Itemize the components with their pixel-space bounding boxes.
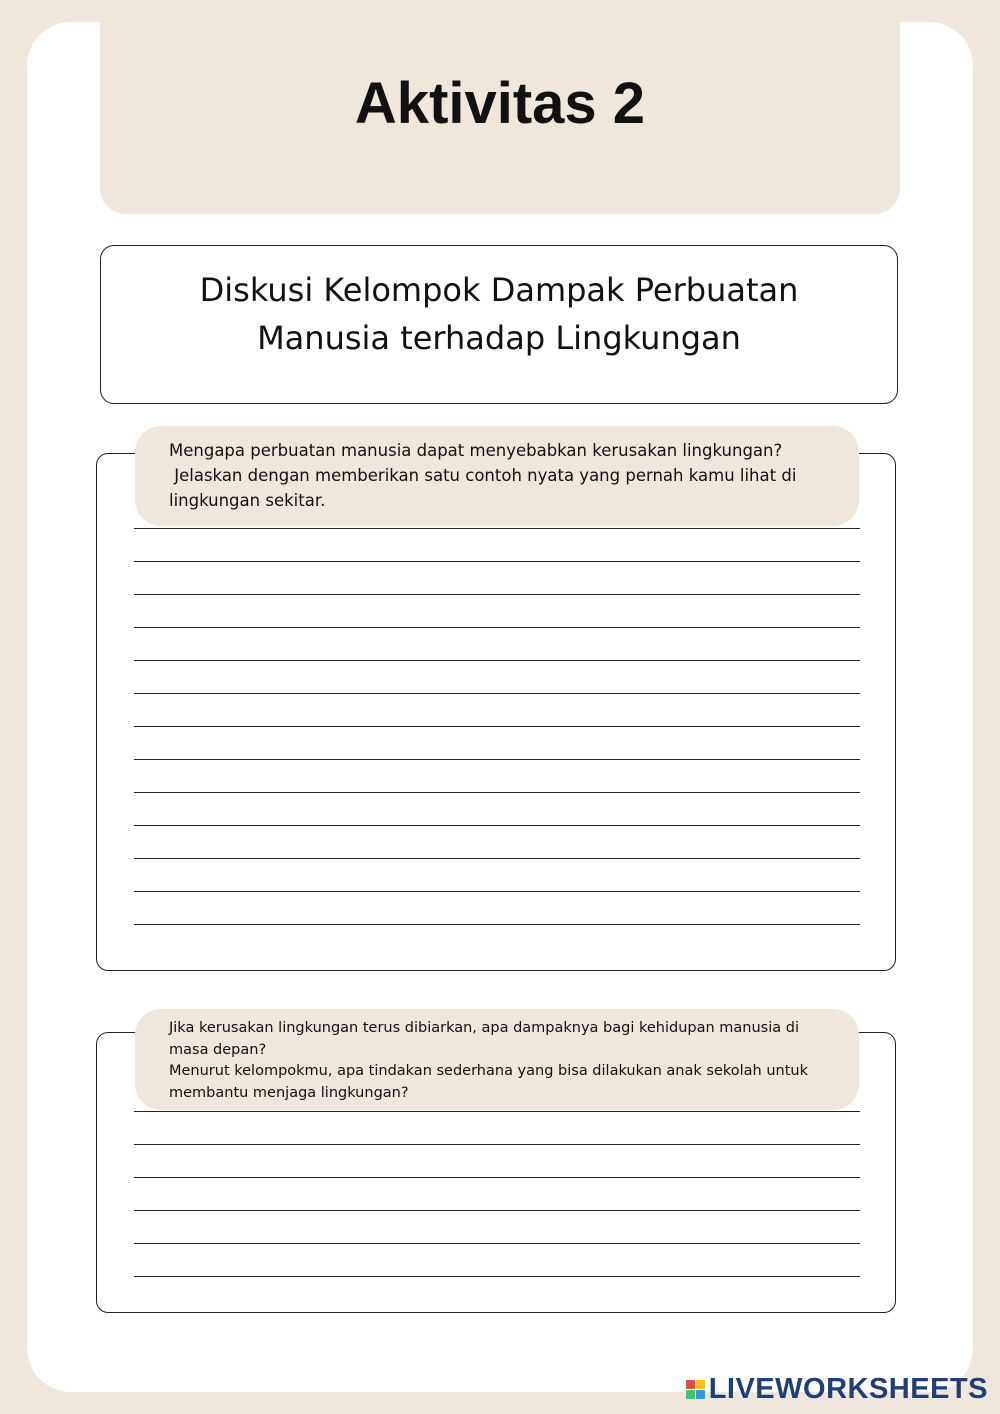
question-1-line-2: Jelaskan dengan memberikan satu contoh nyata yang pernah kamu lihat di [169,466,797,485]
answer-line[interactable] [134,1177,860,1178]
logo-square [686,1390,695,1399]
question-1-line-3: lingkungan sekitar. [169,491,326,510]
answer-line[interactable] [134,924,860,925]
answer-line[interactable] [134,759,860,760]
page-title: Aktivitas 2 [354,71,646,136]
answer-line[interactable] [134,693,860,694]
answer-box-question-1 [96,453,896,971]
logo-square [696,1390,705,1399]
answer-line[interactable] [134,825,860,826]
question-2-line-3: Menurut kelompokmu, apa tindakan sederhana yang bisa dilakukan anak sekolah untuk [169,1063,808,1079]
answer-line[interactable] [134,660,860,661]
logo-square [696,1380,705,1389]
answer-line[interactable] [134,627,860,628]
logo-square [686,1380,695,1389]
question-1 [135,426,859,526]
question-2-line-4: membantu menjaga lingkungan? [169,1084,409,1101]
answer-line[interactable] [134,1210,860,1211]
subtitle-line-1: Diskusi Kelompok Dampak Perbuatan [199,271,799,309]
answer-line[interactable] [134,792,860,793]
liveworksheets-logo-icon [686,1380,705,1399]
answer-line[interactable] [134,561,860,562]
answer-line[interactable] [134,528,860,529]
activity-subtitle [101,266,897,362]
question-1-line-1: Mengapa perbuatan manusia dapat menyebabkan kerusakan lingkungan? [169,441,783,460]
subtitle-box [100,245,898,404]
answer-line[interactable] [134,1111,860,1112]
answer-line[interactable] [134,1243,860,1244]
answer-line[interactable] [134,726,860,727]
answer-line[interactable] [134,594,860,595]
question-2-line-2: masa depan? [169,1041,267,1058]
subtitle-line-2: Manusia terhadap Lingkungan [257,319,741,357]
answer-line[interactable] [134,858,860,859]
question-2 [135,1009,859,1110]
liveworksheets-brand [686,1373,988,1406]
answer-line[interactable] [134,1276,860,1277]
answer-line[interactable] [134,891,860,892]
brand-text: LIVEWORKSHEETS [708,1373,988,1405]
question-2-line-1: Jika kerusakan lingkungan terus dibiarkan, apa dampaknya bagi kehidupan manusia di [169,1020,799,1036]
answer-line[interactable] [134,1144,860,1145]
